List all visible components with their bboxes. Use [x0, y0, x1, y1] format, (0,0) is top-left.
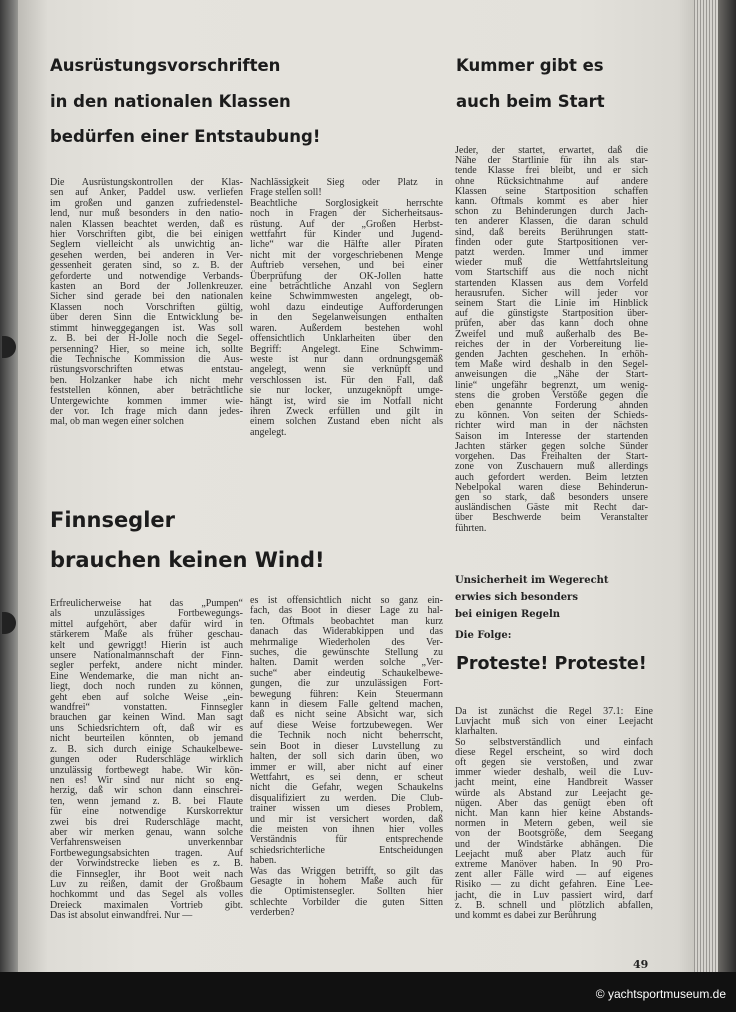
text-line: weste ist nur dann ordnungsgemäß [250, 353, 443, 365]
text-line: nicht beurteilen könnten, ob jemand [50, 733, 243, 745]
text-line: jacht, die in Luv passiert wird, darf [455, 889, 653, 901]
text-line: die Optimistensegler. Sollten hier [250, 886, 443, 898]
text-line: würde als Abstand zur Leejacht ge- [455, 787, 653, 799]
headline-line: auch beim Start [456, 92, 605, 111]
text-line: zwei bis drei Ruderschläge macht, [50, 816, 243, 828]
text-line: schlechte Vorbilder die guten Sitten [250, 896, 443, 908]
text-line: hängt ist, wird sie im Notfall nicht [250, 395, 443, 407]
text-line: die Technik noch nicht beherrscht, [250, 730, 443, 742]
text-line: persenning? Hier, so meine ich, sollte [50, 343, 243, 355]
text-line: Luvjacht muß sich von einer Leejacht [455, 716, 653, 728]
text-line: mittel aufgehört, aber dafür wird in [50, 618, 243, 630]
book-cover-edge [718, 0, 736, 972]
text-line: Nähe der Startlinie für ihn als star- [455, 155, 648, 167]
text-line: in den Segelanweisungen enthalten [250, 312, 443, 324]
text-line: Verfahrensweisen unverkennbar [50, 837, 243, 849]
text-line: verschlossen ist. Für den Fall, daß [250, 374, 443, 386]
text-line: zone von Zuschauern muß allerdings [455, 461, 648, 473]
text-line: rüstung. Auf der „Großen Herbst- [250, 218, 443, 230]
text-line: z. B. bei der H-Jolle noch die Segel- [50, 333, 243, 345]
text-line: die Finnsegler, ihr Boot weit nach [50, 868, 243, 880]
text-line: richter wird man in der nächsten [455, 420, 648, 432]
text-line: oft gegen sie verstoßen, und zwar [455, 757, 653, 769]
text-line: So selbstverständlich und einfach [455, 736, 653, 748]
page-number: 49 [633, 958, 649, 971]
text-line: geforderte und notwendige Verbands- [50, 270, 243, 282]
text-line: nügen. Aber das genügt eben oft [455, 797, 653, 809]
text-line: stimmt hinweggegangen ist. Was soll [50, 322, 243, 334]
text-line: Begriff: Angelegt. Eine Schwimm- [250, 343, 443, 355]
text-line: Was das Wriggen betrifft, so gilt das [250, 865, 443, 877]
text-line: stens die groben Verstöße gegen die [455, 389, 648, 401]
text-line: kelt und gewriggt! Hierin ist auch [50, 639, 243, 651]
text-line: ihren Zweck erfüllen und gilt in [250, 405, 443, 417]
text-line: nicht. Man kann hier keine Abstands- [455, 808, 653, 820]
text-line: Saison im Interesse der startenden [455, 430, 648, 442]
text-line: gungen, die zur unzulässigen Fort- [250, 678, 443, 690]
text-line: Überprüfung der OK-Jollen hatte [250, 270, 443, 282]
text-line: disqualifiziert zu werden. Die Club- [250, 792, 443, 804]
text-line: z. B. schnell und plötzlich abfallen, [455, 899, 653, 911]
text-line: hier Vorschriften gibt, die bei einigen [50, 229, 243, 241]
text-line: eben genannte Forderung ahnden [455, 400, 648, 412]
text-line: zent aller Fälle wird — auf eigenes [455, 869, 653, 881]
headline-line: Kummer gibt es [456, 56, 604, 75]
text-line: geht eben auf solche Weise „ein- [50, 691, 243, 703]
headline-line: Ausrüstungsvorschriften [50, 56, 281, 75]
text-line: herausrufen. Sicher will jeder vor [455, 287, 648, 299]
text-line: nalen Klassen beachtet werden, daß es [50, 218, 243, 230]
text-line: immer wieder deshalb, weil die Luv- [455, 767, 653, 779]
text-line: Untergewichte kommen immer wie- [50, 395, 243, 407]
text-line: eine beträchtliche Anzahl von Seglern [250, 281, 443, 293]
watermark: © yachtsportmuseum.de [595, 987, 726, 1001]
text-line: z. B. sich durch einige Schaukelbewe- [50, 743, 243, 755]
text-line: Frage stellen soll! [250, 187, 322, 199]
text-line: über Beschwerde beim Veranstalter [455, 512, 648, 524]
text-line: reiches der in der Vorbereitung lie- [455, 338, 648, 350]
text-line: rüstungsvorschriften etwas entstau- [50, 364, 243, 376]
text-line: aber wir merken genau, wann solche [50, 826, 243, 838]
article3-column-2 [250, 596, 443, 919]
text-line: Risiko — zu dicht gefahren. Eine Lee- [455, 879, 653, 891]
text-line: unsere Nationalmannschaft der Finn- [50, 650, 243, 662]
headline-line: bedürfen einer Entstaubung! [50, 127, 321, 146]
text-line: startenden Klassen aus dem Vorfeld [455, 277, 648, 289]
intro-line: Unsicherheit im Wegerecht [455, 575, 609, 586]
text-line: Klassen seine Startposition schaffen [455, 185, 648, 197]
article1-column-1 [50, 178, 243, 428]
text-line: trainer wissen um dieses Problem, [250, 803, 443, 815]
text-line: die Technische Kommission die Aus- [50, 353, 243, 365]
text-line: ten, wenn jemand z. B. bei Flaute [50, 795, 243, 807]
text-line: und mir ist versichert worden, daß [250, 813, 443, 825]
text-line: Sicher sind gerade bei den nationalen [50, 291, 243, 303]
text-line: Nachlässigkeit Sieg oder Platz in [250, 177, 443, 188]
text-line: noch in Fragen der Sicherheitsaus- [250, 208, 443, 220]
text-line: schon zu Behinderungen durch Jach- [455, 206, 648, 218]
text-line: als unzulässiges Fortbewegungs- [50, 608, 243, 620]
text-line: kann in diesem Falle geltend machen, [250, 699, 443, 711]
text-line: sie nur locker, unzugeknöpft umge- [250, 385, 443, 397]
text-line: gesehen werden, bei anderen in Ver- [50, 249, 243, 261]
text-line: angelegt. [250, 426, 287, 438]
text-line: und kommt es dabei zur Berührung [455, 910, 597, 922]
text-line: Eine Wendemarke, die man nicht an- [50, 670, 243, 682]
text-line: offensichtlich Unklarheiten über den [250, 333, 443, 345]
text-line: ohne Rücksichtnahme auf andere [455, 175, 648, 187]
text-line: Das ist absolut einwandfrei. Nur — [50, 910, 193, 922]
text-line: anweisungen die „Nähe der Start- [455, 369, 648, 381]
text-line: Jachten stärker gegen solche Sünder [455, 440, 648, 452]
text-line: Auftrieb versehen, und bei einer [250, 260, 443, 272]
text-line: tende Klasse frei bleibt, und er sich [455, 165, 648, 177]
intro-line: erwies sich besonders [455, 592, 578, 603]
article2-column [455, 146, 648, 534]
text-line: wandfrei“ vonstatten. Finnsegler [50, 702, 243, 714]
text-line: Da ist zunächst die Regel 37.1: Eine [455, 706, 653, 717]
text-line: der vor. Ich frage mich dann jedes- [50, 405, 243, 417]
text-line: wohl dazu eindeutige Aufforderungen [250, 301, 443, 313]
text-line: danach das Widerabkippen und das [250, 626, 443, 638]
text-line: stärkerem Maße als früher geschau- [50, 629, 243, 641]
text-line: sein Boot in dieser Luvstellung zu [250, 740, 443, 752]
text-line: der Vorwindstrecke lieben es z. B. [50, 858, 243, 870]
text-line: Zweifel und muß außerhalb des Be- [455, 328, 648, 340]
text-line: auf diese Weise fortzubewegen. Wer [250, 719, 443, 731]
text-line: halten. Damit werden solche „Ver- [250, 657, 443, 669]
text-line: im großen und ganzen zufriedenstel- [50, 197, 243, 209]
text-line: extreme Manöver haben. In 90 Pro- [455, 859, 653, 871]
text-line: liegt, doch noch runden zu können, [50, 681, 243, 693]
text-line: mehrmalige Wiederholen des Ver- [250, 636, 443, 648]
text-line: suche“ aber eindeutig Schaukelbewe- [250, 667, 443, 679]
text-line: Seglern vielleicht als unwichtig an- [50, 239, 243, 251]
text-line: ten. Oftmals beobachtet man kurz [250, 615, 443, 627]
text-line: mal, ob man wegen einer solchen [50, 416, 184, 428]
text-line: gen so stark, daß besonders unsere [455, 491, 648, 503]
text-line: haben. [250, 855, 277, 867]
text-line: angelegt, wenn sie verknüpft und [250, 364, 443, 376]
text-line: suches, die gewünschte Stellung zu [250, 647, 443, 659]
text-line: fach, das Boot in dieser Lage zu hal- [250, 605, 443, 617]
text-line: einem solchen Zustand eben nicht als [250, 416, 443, 428]
article3-column-1 [50, 599, 243, 922]
text-line: immer er will, aber nicht auf einer [250, 761, 443, 773]
headline-line: Finnsegler [50, 508, 176, 532]
text-line: von der Bootsgröße, dem Seegang [455, 828, 653, 840]
text-line: kann. Oftmals kommt es aber hier [455, 196, 648, 208]
text-line: linie“ ungefähr begrenzt, um wenig- [455, 379, 648, 391]
text-line: für eine notwendige Kurskorrektur [50, 806, 243, 818]
text-line: es ist offensichtlich nicht so ganz ein- [250, 595, 443, 606]
text-line: diese Regel erscheint, so wird doch [455, 746, 653, 758]
text-line: genden Jachten geschehen. In erhöh- [455, 349, 648, 361]
text-line: Leejacht muß aber Platz auch für [455, 848, 653, 860]
text-line: Fortbewegungsabsichten tragen. Auf [50, 847, 243, 859]
text-line: jacht meint, eine Handbreit Wasser [455, 777, 653, 789]
text-line: vorgehen. Das Freihalten der Start- [455, 451, 648, 463]
text-line: ten anderer Klassen, die daran schuld [455, 216, 648, 228]
text-line: Klassen noch Vorschriften gültig, [50, 301, 243, 313]
text-line: sen auf Anker, Paddel usw. verliefen [50, 187, 243, 199]
text-line: liche“ war die Hälfte aller Piraten [250, 239, 443, 251]
text-line: seinem Start die Linie im Hinblick [455, 298, 648, 310]
text-line: Die Ausrüstungskontrollen der Klas- [50, 177, 243, 188]
text-line: und der Windstärke abhängen. Die [455, 838, 653, 850]
text-line: Wettfahrt, es sei denn, er scheut [250, 771, 443, 783]
text-line: Luv zu reißen, damit der Großbaum [50, 878, 243, 890]
text-line: keine Schwimmwesten angelegt, ob- [250, 291, 443, 303]
text-line: unzulässig fortbewegt habe. Wir kön- [50, 764, 243, 776]
text-line: gessenheit geraten sind, so z. B. der [50, 260, 243, 272]
text-line: nen es! Wir sind nur nicht so eng- [50, 774, 243, 786]
text-line: nicht die Gefahr, wegen Schaukelns [250, 782, 443, 794]
text-line: schiedsrichterliche Entscheidungen [250, 844, 443, 856]
text-line: wettfahrt für Kinder und Jugend- [250, 229, 443, 241]
text-line: führten. [455, 522, 487, 534]
text-line: hochkommt und das Segel als volles [50, 889, 243, 901]
text-line: daß es nicht seine Absicht war, sich [250, 709, 443, 721]
intro-folge: Die Folge: [455, 630, 512, 641]
intro-line: bei einigen Regeln [455, 609, 561, 620]
text-line: finden oder gute Startpositionen ver- [455, 236, 648, 248]
text-line: klarhalten. [455, 726, 498, 738]
text-line: normen in Metern geben, weil sie [455, 818, 653, 830]
text-line: wieder muß die Wettfahrtsleitung [455, 257, 648, 269]
text-line: herzig, daß wir schon dann einschrei- [50, 785, 243, 797]
text-line: zu können. Von seiten der Schieds- [455, 410, 648, 422]
text-line: Verständnis für entsprechende [250, 834, 443, 846]
text-line: ausländischen Gäste mit Recht dar- [455, 502, 648, 514]
headline-line: in den nationalen Klassen [50, 92, 291, 111]
headline: Proteste! Proteste! [456, 654, 647, 674]
text-line: vom Startschiff aus die noch nicht [455, 267, 648, 279]
text-line: halten, der soll sich darin üben, wo [250, 751, 443, 763]
text-line: auch gefordert werden. Beim letzten [455, 471, 648, 483]
text-line: uns Schiedsrichtern oft, daß wir es [50, 722, 243, 734]
article1-column-2 [250, 178, 443, 438]
text-line: sind, daß bereits Berührungen statt- [455, 226, 648, 238]
text-line: patzt werden. Immer und immer [455, 247, 648, 259]
text-line: die meisten von ihnen hier volles [250, 823, 443, 835]
text-line: bewegung führen: Kein Steuermann [250, 688, 443, 700]
text-line: über deren Sinn die Entwicklung be- [50, 312, 243, 324]
text-line: segler perfekt, andere nicht minder. [50, 660, 243, 672]
text-line: lend, nur muß besonders in den natio- [50, 208, 243, 220]
headline-line: brauchen keinen Wind! [50, 548, 325, 572]
text-line: Dreieck maximalen Vortrieb gibt. [50, 899, 243, 911]
text-line: Nebelpokal waren diese Behinderun- [455, 481, 648, 493]
text-line: auf die günstigste Startposition über- [455, 308, 648, 320]
text-line: gungen oder Ruderschläge wirklich [50, 754, 243, 766]
text-line: tem Maße wird deshalb in den Segel- [455, 359, 648, 371]
text-line: ben. Holzanker habe ich nicht mehr [50, 374, 243, 386]
text-line: verderben? [250, 907, 295, 919]
text-line: feststellen können, aber beträchtliche [50, 385, 243, 397]
text-line: kasten an Bord der Jollenkreuzer. [50, 281, 243, 293]
text-line: Gesagte in hohem Maße auch für [250, 875, 443, 887]
text-line: Jeder, der startet, erwartet, daß die [455, 145, 648, 156]
text-line: waren. Außerdem bestehen wohl [250, 322, 443, 334]
article4-column [455, 707, 653, 921]
text-line: prüfen, aber das kann doch ohne [455, 318, 648, 330]
text-line: Erfreulicherweise hat das „Pumpen“ [50, 598, 243, 609]
text-line: Beachtliche Sorglosigkeit herrschte [250, 197, 443, 209]
text-line: nicht mit der vorgeschriebenen Menge [250, 249, 443, 261]
text-line: brauchen gar keinen Wind. Man sagt [50, 712, 243, 724]
